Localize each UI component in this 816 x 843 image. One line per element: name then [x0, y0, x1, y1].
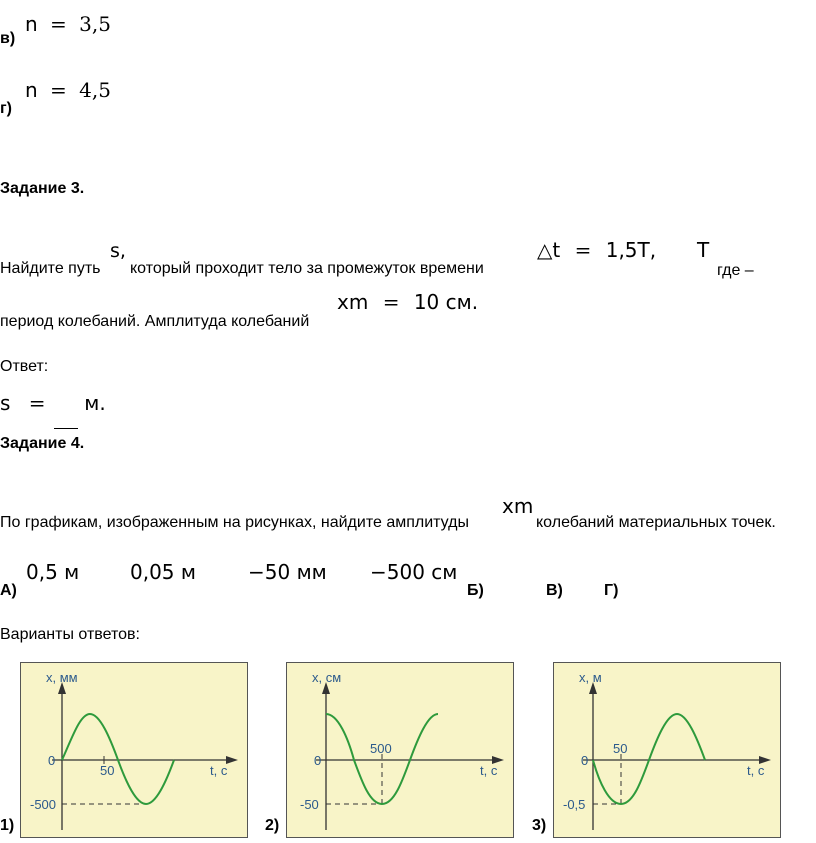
graph-3-number: 3) [532, 817, 547, 834]
T-symbol: T [697, 238, 710, 262]
graph-3-tick-t: 50 [613, 741, 628, 756]
delta-t-value: 1,5T, [605, 238, 657, 262]
graph-3-ylabel: x, м [579, 670, 602, 685]
equals-sign: = [574, 238, 592, 262]
graph-2-number: 2) [265, 817, 280, 834]
answer-value-1: 0,5 м [26, 560, 80, 584]
option-g-label: г) [0, 100, 12, 117]
task3-text-4: период колебаний. Амплитуда колебаний [0, 313, 310, 330]
graph-1-tick-t: 50 [100, 763, 115, 778]
option-v-label: в) [0, 30, 16, 47]
option-a-label: А) [0, 582, 17, 599]
option-g-upper-label: Г) [604, 582, 619, 599]
graph-1-ylabel: x, мм [46, 670, 78, 685]
delta-t-symbol: △t [537, 238, 561, 262]
graph-2-background [287, 663, 514, 838]
task4-text-1: По графикам, изображенным на рисунках, найдите амплитуды [0, 514, 469, 531]
equals-sign: = [382, 290, 400, 314]
graph-3 [553, 662, 781, 838]
task4-text-2: колебаний материальных точек. [536, 514, 776, 531]
graph-1-number: 1) [0, 817, 15, 834]
answer-label: Ответ: [0, 358, 49, 375]
task3-heading: Задание 3. [0, 180, 85, 197]
amplitude-value: 10 см. [413, 290, 479, 314]
s-symbol: s [0, 391, 11, 415]
task3-text-1: Найдите путь [0, 260, 101, 277]
graph-2-tick-t: 500 [370, 741, 392, 756]
graph-2-xlabel: t, с [480, 763, 498, 778]
equals-sign: = [50, 12, 67, 36]
graph-2-tick-x: -50 [300, 797, 319, 812]
xm-symbol: xm [502, 494, 534, 518]
s-symbol: s, [110, 240, 126, 262]
task4-heading: Задание 4. [0, 435, 85, 452]
graph-3-xlabel: t, с [747, 763, 765, 778]
option-v-upper-label: В) [546, 582, 563, 599]
option-b-label: Б) [467, 582, 484, 599]
graph-1-zero: 0 [48, 753, 56, 768]
n-value: 3,5 [79, 12, 111, 36]
graph-1-tick-x: -500 [30, 797, 57, 812]
n-symbol: n [25, 78, 38, 102]
answer-value-3: −50 мм [248, 560, 327, 584]
graph-3-zero: 0 [581, 753, 589, 768]
n-symbol: n [25, 12, 38, 36]
option-g-formula [25, 78, 111, 102]
graph-2-ylabel: x, см [312, 670, 342, 685]
task3-text-2: который проходит тело за промежуток времени [130, 260, 484, 277]
equals-sign: = [28, 391, 46, 415]
equals-sign: = [50, 78, 67, 102]
graph-1 [20, 662, 248, 838]
answer-underline [54, 428, 78, 429]
xm-symbol: xm [337, 290, 369, 314]
variants-label: Варианты ответов: [0, 626, 140, 643]
amplitude-formula [337, 290, 478, 314]
option-v-formula [25, 12, 111, 36]
answer-unit: м. [84, 391, 106, 415]
graph-2 [286, 662, 514, 838]
task3-text-3: где – [717, 262, 754, 279]
graph-2-zero: 0 [314, 753, 322, 768]
n-value: 4,5 [79, 78, 111, 102]
answer-value-4: −500 см [370, 560, 458, 584]
delta-t-formula [537, 238, 656, 262]
answer-value-2: 0,05 м [130, 560, 196, 584]
graph-1-xlabel: t, с [210, 763, 228, 778]
graph-3-tick-x: -0,5 [563, 797, 586, 812]
graph-3-background [554, 663, 781, 838]
answer-formula [0, 391, 106, 415]
